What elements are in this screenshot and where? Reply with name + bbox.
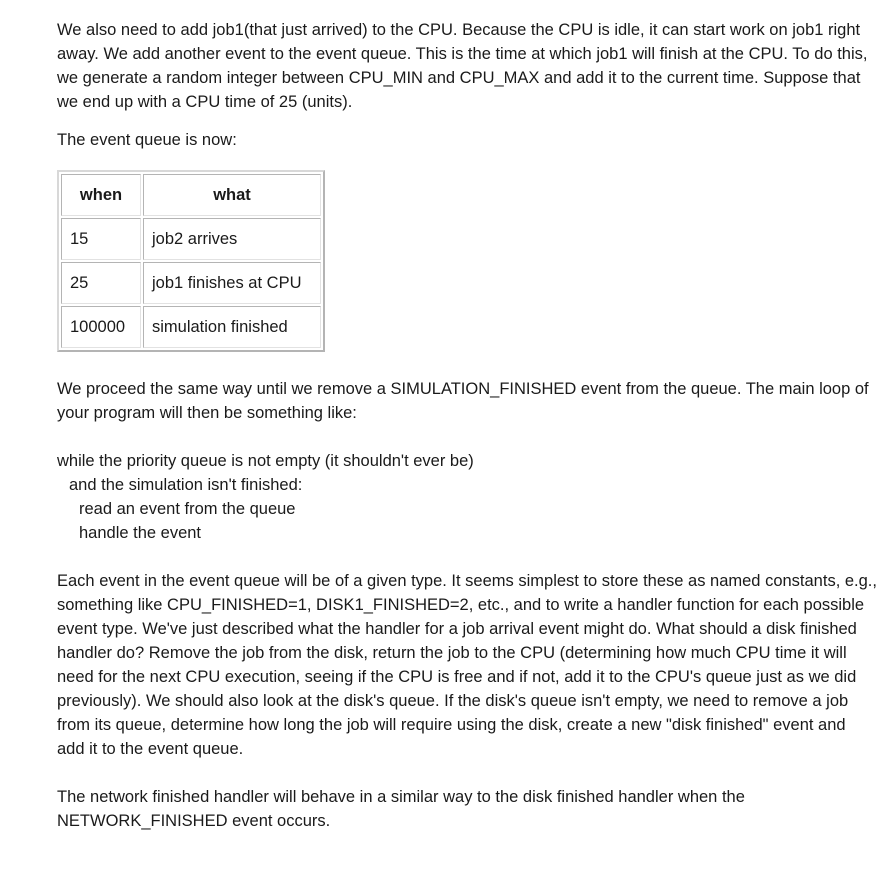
- event-types-paragraph: Each event in the event queue will be of a given type. It seems simplest to store these as named constants, e.g., something like CPU_FINISHED=1, DISK1_FINISHED=2, etc., and to write a handler function for each possible event type. We've just described what the handler for a job arrival event might do. What should a disk finished handler do? Remove the job from the disk, return the job to the CPU (determining how much CPU time it will need for the next CPU execution, seeing if the CPU is free and if not, add it to the CPU's queue just as we did previously). We should also look at the disk's queue. If the disk's queue isn't empty, we need to remove a job from its queue, determine how long the job will require using the disk, create a new "disk finished" event and add it to the event queue.: [57, 572, 877, 758]
- header-what: what: [143, 174, 321, 216]
- cell-when: 100000: [61, 306, 141, 348]
- pseudocode-line: handle the event: [79, 524, 202, 542]
- cell-what: simulation finished: [143, 306, 321, 348]
- queue-intro-paragraph: The event queue is now:: [57, 131, 237, 149]
- pseudocode-line: read an event from the queue: [79, 500, 296, 518]
- table-header-row: [61, 174, 321, 216]
- pseudocode-line: while the priority queue is not empty (it shouldn't ever be): [57, 452, 474, 470]
- header-when: when: [61, 174, 141, 216]
- cell-what: job1 finishes at CPU: [143, 262, 321, 304]
- cell-when: 15: [61, 218, 141, 260]
- cell-what: job2 arrives: [143, 218, 321, 260]
- table-row: [61, 306, 321, 348]
- table-row: [61, 218, 321, 260]
- document-page: [57, 18, 877, 833]
- proceed-paragraph: We proceed the same way until we remove a SIMULATION_FINISHED event from the queue. The main loop of your program will then be something like:: [57, 380, 869, 422]
- table-row: [61, 262, 321, 304]
- cpu-intro-paragraph: We also need to add job1(that just arrived) to the CPU. Because the CPU is idle, it can start work on job1 right away. We add another event to the event queue. This is the time at which job1 will finish at the CPU. To do this, we generate a random integer between CPU_MIN and CPU_MAX and add it to the current time. Suppose that we end up with a CPU time of 25 (units).: [57, 21, 868, 111]
- main-loop-pseudocode: [57, 449, 877, 545]
- cell-when: 25: [61, 262, 141, 304]
- network-handler-paragraph: The network finished handler will behave in a similar way to the disk finished handler when the NETWORK_FINISHED event occurs.: [57, 788, 745, 830]
- event-queue-table: [57, 170, 325, 352]
- pseudocode-line: and the simulation isn't finished:: [69, 476, 303, 494]
